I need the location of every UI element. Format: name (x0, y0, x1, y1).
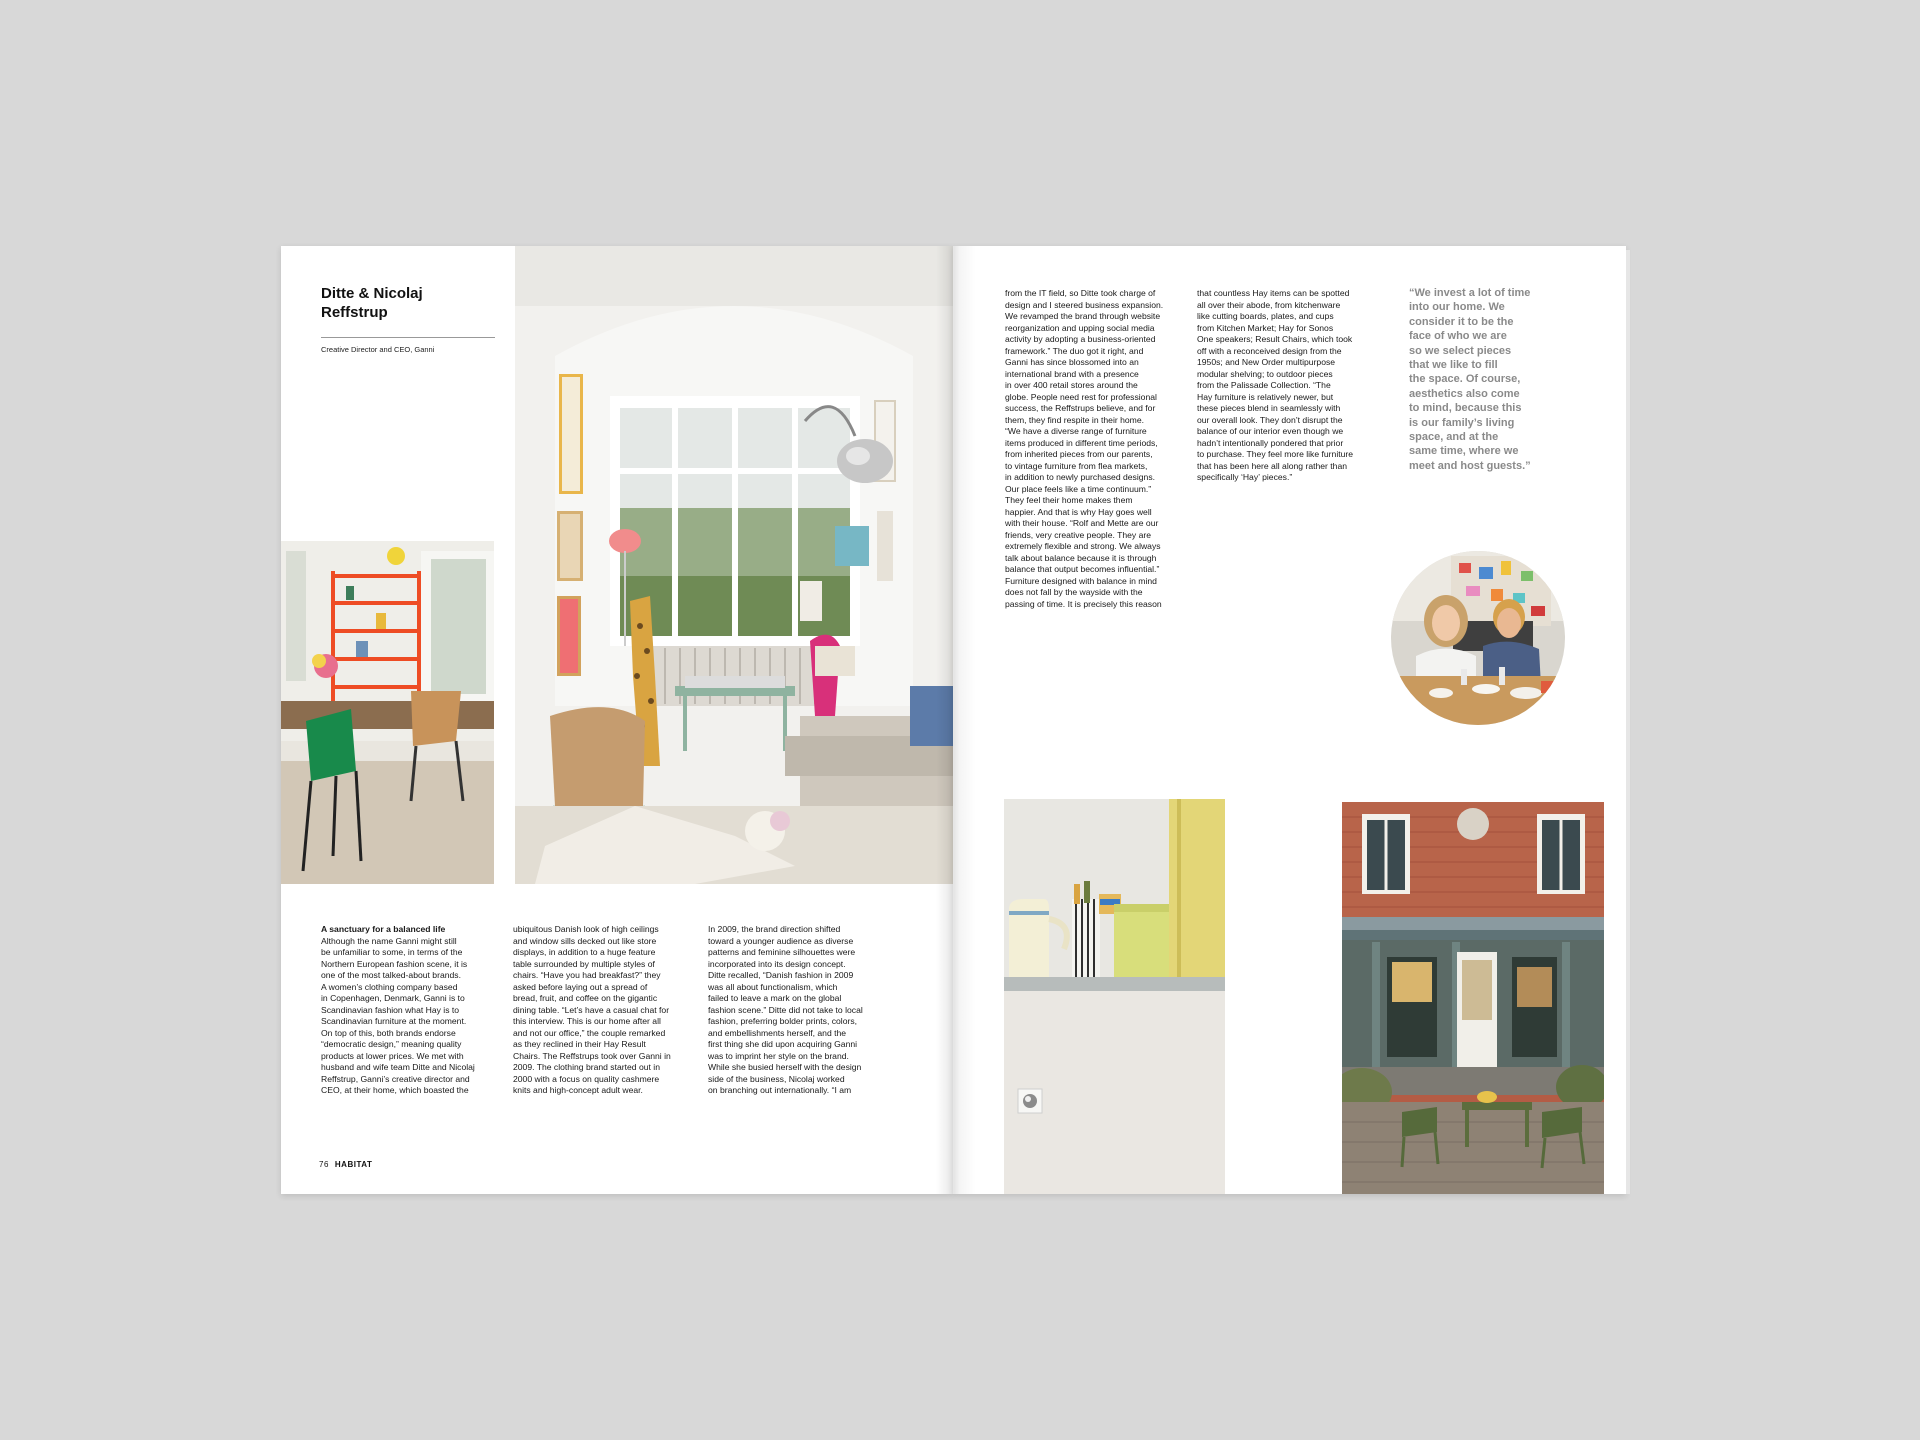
text-line: these pieces blend in seamlessly with (1197, 403, 1341, 413)
text-line: toward a younger audience as diverse (708, 935, 854, 946)
text-line: Northern European fashion scene, it is (321, 958, 468, 969)
kitchen-shelf-image (1004, 799, 1225, 1194)
article-column-4 (1005, 288, 1179, 610)
quote-line: space, and at the (1409, 431, 1499, 444)
text-line: table surrounded by multiple styles of (513, 958, 655, 969)
text-line: with their house. “Rolf and Mette are our (1005, 518, 1159, 528)
dining-room-photo (281, 541, 494, 884)
text-line: patterns and feminine silhouettes were (708, 947, 856, 957)
text-line: be unfamiliar to some, in terms of the (321, 947, 463, 957)
quote-line: face of who we are (1409, 330, 1507, 343)
text-line: was all about functionalism, which (708, 981, 838, 992)
text-line: On top of this, both brands endorse (321, 1027, 456, 1038)
text-line: Scandinavian furniture at the moment. (321, 1016, 467, 1026)
text-line: items produced in different time periods, (1005, 437, 1158, 448)
text-line: and embellishments herself, and the (708, 1027, 847, 1038)
living-room-photo (515, 246, 953, 884)
text-line: Furniture designed with balance in mind (1005, 575, 1157, 586)
quote-line: that we like to fill (1409, 359, 1498, 372)
text-line: We revamped the brand through website (1005, 311, 1161, 321)
text-line: 1950s; and New Order multipurpose (1197, 357, 1336, 367)
quote-line: same time, where we (1409, 445, 1519, 458)
page-number: 76 (319, 1160, 329, 1169)
text-line: balance of our interior even though we (1197, 426, 1344, 436)
text-line: In 2009, the brand direction shifted (708, 924, 841, 934)
profile-name (321, 284, 491, 322)
text-line: passing of time. It is precisely this reason (1005, 598, 1162, 609)
article-heading: A sanctuary for a balanced life (321, 924, 446, 934)
text-line: success, the Reffstrups believe, and for (1005, 403, 1156, 413)
text-line: bread, fruit, and coffee on the gigantic (513, 993, 658, 1003)
text-line: balance that output becomes influential.” (1005, 564, 1160, 574)
magazine-spread (281, 246, 1626, 1194)
text-line: “We have a diverse range of furniture (1005, 426, 1147, 436)
text-line: They feel their home makes them (1005, 495, 1133, 505)
text-line: chairs. “Have you had breakfast?” they (513, 970, 661, 980)
text-line: “democratic design,” meaning quality (321, 1039, 462, 1049)
text-line: that has been here all along rather than (1197, 460, 1348, 471)
text-line: failed to leave a mark on the global (708, 993, 842, 1003)
text-line: ubiquitous Danish look of high ceilings (513, 924, 659, 934)
quote-line: “We invest a lot of time (1409, 287, 1531, 299)
text-line: and window sills decked out like store (513, 935, 657, 946)
text-line: products at lower prices. We met with (321, 1050, 464, 1061)
text-line: reorganization and upping social media (1005, 322, 1155, 333)
text-line: One speakers; Result Chairs, which took (1197, 334, 1353, 344)
right-page (953, 246, 1626, 1194)
text-line: side of the business, Nicolaj worked (708, 1073, 845, 1084)
quote-line: consider it to be the (1409, 315, 1514, 328)
text-line: incorporated into its design concept. (708, 958, 846, 969)
text-line: one of the most talked-about brands. (321, 970, 461, 980)
house-exterior-image (1342, 802, 1604, 1194)
quote-line: to mind, because this (1409, 402, 1522, 415)
text-line: extremely flexible and strong. We always (1005, 541, 1161, 551)
text-line: and not our office,” the couple remarked (513, 1027, 666, 1038)
text-line: A women’s clothing company based (321, 981, 458, 992)
profile-name-line1: Ditte & Nicolaj (321, 285, 423, 302)
text-line: globe. People need rest for professional (1005, 391, 1157, 402)
text-line: Ganni has since blossomed into an (1005, 357, 1139, 367)
text-line: our overall look. They don’t disrupt the (1197, 414, 1343, 425)
quote-line: meet and host guests.” (1409, 459, 1531, 472)
text-line: that countless Hay items can be spotted (1197, 288, 1350, 298)
text-line: design and I steered business expansion. (1005, 299, 1164, 310)
text-line: activity by adopting a business-oriented (1005, 334, 1156, 344)
text-line: in addition to newly purchased designs. (1005, 472, 1156, 482)
text-line: off with a reconceived design from the (1197, 345, 1342, 356)
house-exterior-photo (1342, 802, 1604, 1194)
text-line: does not fall by the wayside with the (1005, 587, 1143, 597)
text-line: like cutting boards, plates, and cups (1197, 311, 1334, 321)
text-line: husband and wife team Ditte and Nicolaj (321, 1062, 475, 1072)
text-line: While she busied herself with the design (708, 1062, 862, 1072)
text-line: knits and high-concept adult wear. (513, 1085, 643, 1095)
quote-line: the space. Of course, (1409, 373, 1521, 386)
text-line: happier. And that is why Hay goes well (1005, 506, 1152, 517)
text-line: first thing she did upon acquiring Ganni (708, 1039, 858, 1049)
text-line: 2000 with a focus on quality cashmere (513, 1073, 660, 1084)
text-line: Reffstrup, Ganni’s creative director and (321, 1073, 470, 1084)
name-divider (321, 337, 495, 338)
article-column-5 (1197, 288, 1371, 484)
text-line: Ditte recalled, “Danish fashion in 2009 (708, 970, 854, 980)
text-line: Our place feels like a time continuum.” (1005, 483, 1152, 494)
text-line: from Kitchen Market; Hay for Sonos (1197, 322, 1334, 333)
text-line: framework.” The duo got it right, and (1005, 345, 1144, 356)
left-page (281, 246, 953, 1194)
profile-role: Creative Director and CEO, Ganni (321, 345, 435, 354)
text-line: hadn’t intentionally pondered that prior (1197, 437, 1344, 448)
article-column-2 (513, 924, 687, 1097)
pull-quote (1409, 286, 1559, 473)
text-line: international brand with a presence (1005, 368, 1139, 379)
text-line: talk about balance because it is through (1005, 552, 1157, 563)
text-line: in Copenhagen, Denmark, Ganni is to (321, 993, 465, 1003)
text-line: Scandinavian fashion what Hay is to (321, 1004, 460, 1015)
text-line: from the Palissade Collection. “The (1197, 380, 1331, 390)
quote-line: is our family’s living (1409, 416, 1515, 429)
text-line: CEO, at their home, which boasted the (321, 1085, 469, 1095)
text-line: to vintage furniture from flea markets, (1005, 460, 1148, 471)
text-line: from the IT field, so Ditte took charge of (1005, 288, 1156, 298)
profile-name-line2: Reffstrup (321, 304, 388, 321)
article-column-3 (708, 924, 882, 1097)
text-line: displays, in addition to a huge feature (513, 947, 656, 957)
text-line: on branching out internationally. “I am (708, 1085, 852, 1095)
text-line: fashion, preferring bolder prints, colors, (708, 1016, 858, 1026)
text-line: fashion scene.” Ditte did not take to local (708, 1004, 863, 1015)
couple-portrait-photo (1391, 551, 1565, 725)
text-line: friends, very creative people. They are (1005, 529, 1152, 540)
page-folio (319, 1160, 372, 1169)
quote-line: so we select pieces (1409, 344, 1512, 357)
text-line: to purchase. They feel more like furniture (1197, 449, 1354, 459)
text-line: Hay furniture is relatively newer, but (1197, 391, 1334, 402)
quote-line: aesthetics also come (1409, 387, 1520, 400)
text-line: was to imprint her style on the brand. (708, 1050, 849, 1061)
text-line: as they reclined in their Hay Result (513, 1039, 646, 1049)
text-line: this interview. This is our home after all (513, 1016, 661, 1026)
text-line: in over 400 retail stores around the (1005, 380, 1138, 390)
section-name: HABITAT (334, 1160, 373, 1169)
text-line: 2009. The clothing brand started out in (513, 1062, 660, 1072)
couple-portrait-image (1391, 551, 1565, 725)
kitchen-shelf-photo (1004, 799, 1225, 1194)
text-line: Chairs. The Reffstrups took over Ganni in (513, 1050, 671, 1061)
article-column-1 (321, 924, 495, 1097)
living-room-image (515, 246, 953, 884)
text-line: asked before laying out a spread of (513, 981, 648, 992)
text-line: all over their abode, from kitchenware (1197, 299, 1341, 310)
text-line: dining table. “Let’s have a casual chat for (513, 1004, 670, 1015)
text-line: modular shelving; to outdoor pieces (1197, 368, 1333, 379)
text-line: Although the name Ganni might still (321, 935, 457, 946)
text-line: them, they find respite in their home. (1005, 414, 1145, 425)
quote-line: into our home. We (1409, 301, 1505, 314)
text-line: specifically ‘Hay’ pieces.” (1197, 472, 1293, 482)
text-line: from inherited pieces from our parents, (1005, 449, 1153, 459)
dining-room-image (281, 541, 494, 884)
